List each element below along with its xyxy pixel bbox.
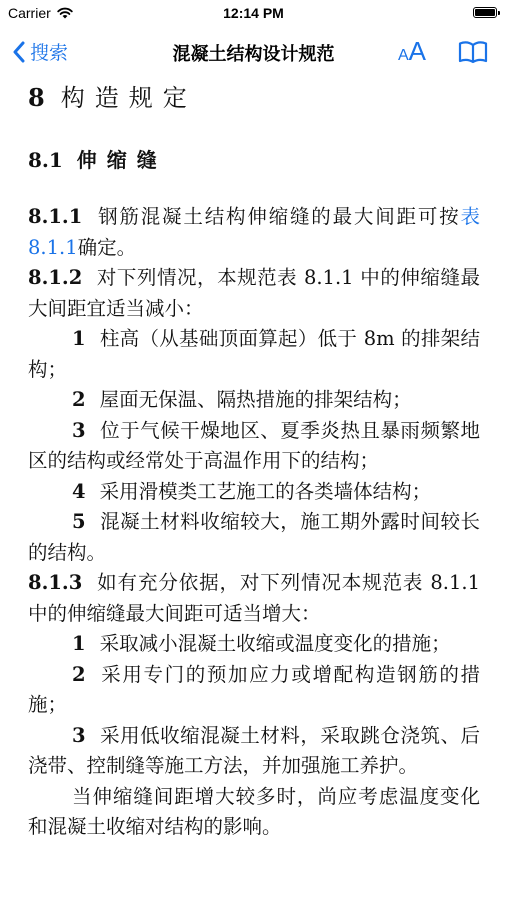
clause-text: 钢筋混凝土结构伸缩缝的最大间距可按 — [96, 205, 461, 228]
clause-8-1-3 — [28, 568, 480, 629]
list-item — [28, 477, 480, 508]
list-item — [28, 416, 480, 477]
item-number: 2 — [72, 662, 86, 686]
item-text: 位于气候干燥地区、夏季炎热且暴雨频繁地区的结构或经常处于高温作用下的结构； — [28, 418, 480, 472]
item-number: 5 — [72, 510, 86, 533]
item-number: 1 — [72, 327, 86, 350]
table-link[interactable]: 表 8.1.1 — [28, 205, 480, 259]
font-size-big-label: A — [408, 36, 427, 66]
list-item — [28, 324, 480, 385]
clause-number: 8.1.3 — [28, 571, 83, 594]
item-text: 采用专门的预加应力或增配构造钢筋的措施； — [28, 662, 480, 716]
section-name: 伸缩缝 — [76, 148, 167, 172]
list-item — [28, 507, 480, 568]
clause-8-1-2 — [28, 263, 480, 324]
clause-note: 当伸缩缝间距增大较多时，尚应考虑温度变化和混凝土收缩对结构的影响。 — [28, 784, 480, 838]
item-text: 混凝土材料收缩较大，施工期外露时间较长的结构。 — [28, 510, 480, 564]
chapter-name: 构造规定 — [60, 84, 197, 112]
item-number: 3 — [72, 723, 86, 747]
font-size-small-label: A — [398, 47, 409, 64]
book-icon — [458, 40, 488, 64]
chapter-number: 8 — [28, 83, 47, 112]
item-text: 屋面无保温、隔热措施的排架结构； — [99, 388, 412, 411]
clause-8-1-1 — [28, 202, 480, 263]
section-number: 8.1 — [28, 148, 63, 172]
item-number: 1 — [72, 632, 86, 655]
item-text: 采用低收缩混凝土材料，采取跳仓浇筑、后浇带、控制缝等施工方法，并加强施工养护。 — [28, 723, 480, 777]
item-text: 采用滑模类工艺施工的各类墙体结构； — [99, 479, 432, 503]
clause-text: 对下列情况，本规范表 8.1.1 中的伸缩缝最大间距宜适当减小： — [28, 266, 480, 320]
list-item — [28, 385, 480, 416]
clause-number: 8.1.1 — [28, 205, 83, 228]
item-number: 2 — [72, 388, 86, 411]
chapter-title — [28, 74, 480, 122]
item-number: 4 — [72, 479, 86, 503]
status-time: 12:14 PM — [223, 5, 284, 21]
document-content — [28, 74, 480, 843]
list-item — [28, 660, 480, 721]
item-text: 采取减小混凝土收缩或温度变化的措施； — [99, 632, 451, 655]
clause-text-end: 确定。 — [77, 235, 137, 259]
nav-bar — [0, 30, 507, 74]
page-title: 混凝土结构设计规范 — [172, 44, 335, 65]
clause-number: 8.1.2 — [28, 266, 83, 289]
carrier-label: Carrier — [8, 5, 51, 21]
list-item — [28, 721, 480, 782]
book-button[interactable] — [458, 40, 488, 68]
item-number: 3 — [72, 418, 86, 442]
section-title — [28, 140, 480, 180]
list-item — [28, 629, 480, 660]
back-button-label: 搜索 — [30, 42, 69, 64]
clause-text: 如有充分依据，对下列情况本规范表 8.1.1 中的伸缩缝最大间距可适当增大： — [28, 571, 480, 625]
status-bar — [0, 0, 507, 30]
battery-icon — [473, 7, 497, 18]
item-text: 柱高（从基础顶面算起）低于 8m 的排架结构； — [28, 327, 480, 381]
font-size-button[interactable] — [398, 36, 426, 67]
